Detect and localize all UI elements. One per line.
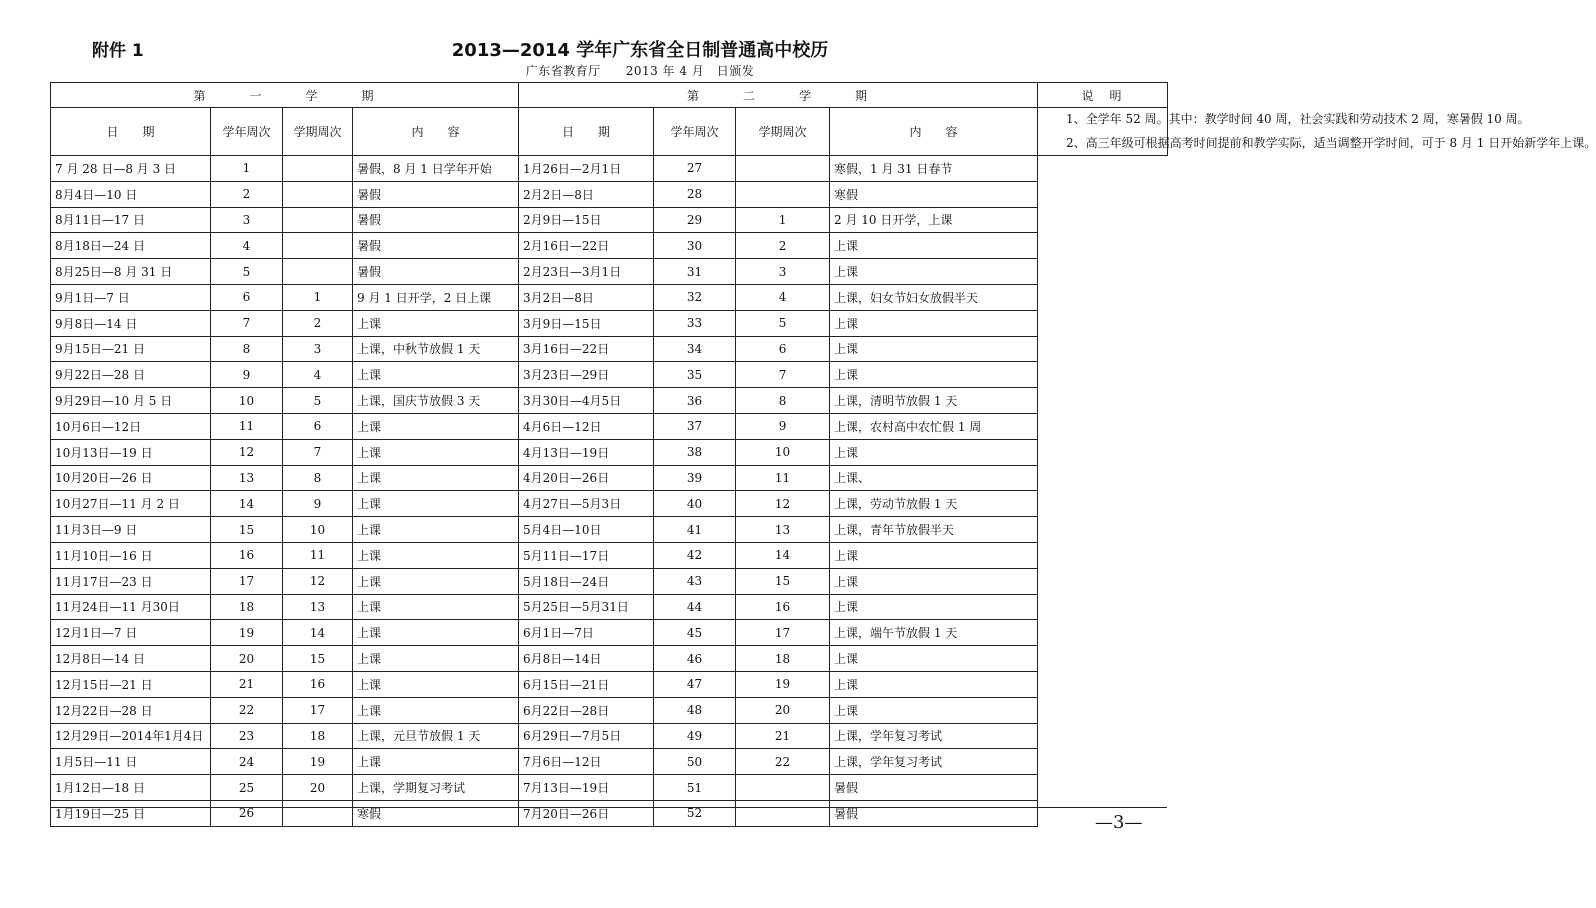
term-week-s2: 1: [736, 207, 830, 233]
week-date-s2: 1月26日—2月1日: [519, 156, 654, 182]
content-s1: 上课，中秋节放假 1 天: [353, 336, 519, 362]
table-row: [51, 388, 1168, 414]
term-week-s2: 9: [736, 413, 830, 439]
term-week-s2: 5: [736, 310, 830, 336]
term-week-s2: 15: [736, 568, 830, 594]
week-date-s2: 6月8日—14日: [519, 646, 654, 672]
content-s2: 上课，妇女节妇女放假半天: [830, 284, 1038, 310]
week-date-s2: 5月11日—17日: [519, 542, 654, 568]
week-date-s2: 7月13日—19日: [519, 775, 654, 801]
school-calendar-table: [50, 82, 1596, 827]
content-s2: 上课，清明节放假 1 天: [830, 388, 1038, 414]
term-week-s2: [736, 181, 830, 207]
year-week-s2: 43: [654, 568, 736, 594]
week-date-s2: 3月30日—4月5日: [519, 388, 654, 414]
term-week-s1: 7: [283, 439, 353, 465]
content-s1: 上课: [353, 439, 519, 465]
content-s2: 上课: [830, 568, 1038, 594]
content-s1: 上课: [353, 491, 519, 517]
content-s1: 上课，国庆节放假 3 天: [353, 388, 519, 414]
year-week-s1: 2: [211, 181, 283, 207]
col-content-1: 内 容: [353, 108, 519, 156]
content-s1: 上课: [353, 646, 519, 672]
week-date-s2: 6月22日—28日: [519, 697, 654, 723]
content-s2: 上课: [830, 233, 1038, 259]
week-date-s2: 4月6日—12日: [519, 413, 654, 439]
content-s2: 上课: [830, 594, 1038, 620]
table-row: [51, 439, 1168, 465]
content-s2: 上课: [830, 671, 1038, 697]
content-s2: 上课: [830, 259, 1038, 285]
content-s2: 上课，青年节放假半天: [830, 517, 1038, 543]
table-row: [51, 697, 1168, 723]
year-week-s2: 28: [654, 181, 736, 207]
week-date-s1: 12月22日—28 日: [51, 697, 211, 723]
column-header-row: [51, 108, 1168, 156]
year-week-s2: 40: [654, 491, 736, 517]
year-week-s1: 3: [211, 207, 283, 233]
content-s1: 上课: [353, 517, 519, 543]
year-week-s1: 15: [211, 517, 283, 543]
week-date-s1: 1月12日—18 日: [51, 775, 211, 801]
week-date-s2: 3月23日—29日: [519, 362, 654, 388]
year-week-s1: 14: [211, 491, 283, 517]
content-s1: 暑假: [353, 207, 519, 233]
table-row: [51, 336, 1168, 362]
year-week-s2: 36: [654, 388, 736, 414]
term-week-s1: [283, 181, 353, 207]
week-date-s1: 9月29日—10 月 5 日: [51, 388, 211, 414]
term-week-s2: 14: [736, 542, 830, 568]
week-date-s1: 9月1日—7 日: [51, 284, 211, 310]
week-date-s1: 8月4日—10 日: [51, 181, 211, 207]
week-date-s1: 11月24日—11 月30日: [51, 594, 211, 620]
year-week-s1: 1: [211, 156, 283, 182]
term-week-s2: [736, 775, 830, 801]
year-week-s1: 11: [211, 413, 283, 439]
year-week-s1: 4: [211, 233, 283, 259]
term-week-s1: 14: [283, 620, 353, 646]
term-week-s1: 18: [283, 723, 353, 749]
table-row: [51, 800, 1168, 826]
term-week-s2: 16: [736, 594, 830, 620]
content-s2: 上课: [830, 542, 1038, 568]
year-week-s1: 23: [211, 723, 283, 749]
week-date-s1: 1月19日—25 日: [51, 800, 211, 826]
col-year-week-2: 学年周次: [654, 108, 736, 156]
week-date-s1: 9月22日—28 日: [51, 362, 211, 388]
year-week-s1: 25: [211, 775, 283, 801]
year-week-s1: 6: [211, 284, 283, 310]
year-week-s2: 44: [654, 594, 736, 620]
calendar-body: [51, 156, 1168, 827]
year-week-s1: 26: [211, 800, 283, 826]
col-date-2: 日 期: [519, 108, 654, 156]
term-week-s2: 11: [736, 465, 830, 491]
term-week-s1: [283, 800, 353, 826]
content-s2: 上课，农村高中农忙假 1 周: [830, 413, 1038, 439]
content-s1: 上课，元旦节放假 1 天: [353, 723, 519, 749]
term-week-s2: [736, 800, 830, 826]
term-week-s2: 8: [736, 388, 830, 414]
table-row: [51, 181, 1168, 207]
content-s1: 上课: [353, 568, 519, 594]
term-week-s2: 13: [736, 517, 830, 543]
year-week-s1: 19: [211, 620, 283, 646]
term-week-s1: 9: [283, 491, 353, 517]
content-s1: 寒假: [353, 800, 519, 826]
content-s1: 上课: [353, 310, 519, 336]
week-date-s2: 7月20日—26日: [519, 800, 654, 826]
content-s1: 上课: [353, 465, 519, 491]
week-date-s1: 8月11日—17 日: [51, 207, 211, 233]
year-week-s2: 46: [654, 646, 736, 672]
col-date-1: 日 期: [51, 108, 211, 156]
table-row: [51, 646, 1168, 672]
year-week-s1: 5: [211, 259, 283, 285]
table-row: [51, 156, 1168, 182]
week-date-s2: 2月23日—3月1日: [519, 259, 654, 285]
week-date-s1: 11月17日—23 日: [51, 568, 211, 594]
year-week-s2: 41: [654, 517, 736, 543]
content-s1: 上课: [353, 594, 519, 620]
year-week-s2: 31: [654, 259, 736, 285]
week-date-s2: 2月16日—22日: [519, 233, 654, 259]
content-s2: 暑假: [830, 800, 1038, 826]
term-week-s1: 2: [283, 310, 353, 336]
term-week-s1: [283, 259, 353, 285]
week-date-s1: 10月20日—26 日: [51, 465, 211, 491]
table-row: [51, 259, 1168, 285]
term-week-s1: 16: [283, 671, 353, 697]
year-week-s1: 12: [211, 439, 283, 465]
term-week-s2: [736, 156, 830, 182]
week-date-s2: 5月25日—5月31日: [519, 594, 654, 620]
content-s1: 上课: [353, 413, 519, 439]
document-title: 2013—2014 学年广东省全日制普通高中校历: [451, 40, 829, 61]
year-week-s2: 33: [654, 310, 736, 336]
note-2: 2、高三年级可根据高考时间提前和教学实际，适当调整开学时间，可于 8 月 1 日开始新学年上课。: [1066, 135, 1596, 150]
year-week-s1: 16: [211, 542, 283, 568]
content-s1: 9 月 1 日开学，2 日上课: [353, 284, 519, 310]
term-week-s1: 3: [283, 336, 353, 362]
content-s1: 上课: [353, 749, 519, 775]
year-week-s2: 52: [654, 800, 736, 826]
year-week-s1: 8: [211, 336, 283, 362]
term-week-s1: 13: [283, 594, 353, 620]
content-s2: 上课: [830, 439, 1038, 465]
week-date-s1: 12月8日—14 日: [51, 646, 211, 672]
week-date-s2: 5月4日—10日: [519, 517, 654, 543]
year-week-s2: 51: [654, 775, 736, 801]
year-week-s1: 22: [211, 697, 283, 723]
content-s2: 上课: [830, 697, 1038, 723]
term-week-s2: 7: [736, 362, 830, 388]
year-week-s1: 24: [211, 749, 283, 775]
table-row: [51, 491, 1168, 517]
week-date-s1: 12月1日—7 日: [51, 620, 211, 646]
week-date-s1: 8月18日—24 日: [51, 233, 211, 259]
term-week-s1: 8: [283, 465, 353, 491]
week-date-s2: 6月15日—21日: [519, 671, 654, 697]
year-week-s2: 48: [654, 697, 736, 723]
year-week-s1: 20: [211, 646, 283, 672]
week-date-s2: 6月29日—7月5日: [519, 723, 654, 749]
year-week-s2: 45: [654, 620, 736, 646]
table-row: [51, 465, 1168, 491]
term-week-s2: 2: [736, 233, 830, 259]
attachment-label: 附件 1: [92, 41, 144, 61]
week-date-s2: 7月6日—12日: [519, 749, 654, 775]
content-s2: 上课，端午节放假 1 天: [830, 620, 1038, 646]
week-date-s2: 3月9日—15日: [519, 310, 654, 336]
year-week-s2: 47: [654, 671, 736, 697]
year-week-s2: 29: [654, 207, 736, 233]
col-term-week-2: 学期周次: [736, 108, 830, 156]
term-week-s1: 11: [283, 542, 353, 568]
content-s2: 上课，学年复习考试: [830, 723, 1038, 749]
semester-header-row: [51, 83, 1168, 108]
content-s2: 2 月 10 日开学，上课: [830, 207, 1038, 233]
term-week-s1: 20: [283, 775, 353, 801]
week-date-s2: 6月1日—7日: [519, 620, 654, 646]
week-date-s1: 9月8日—14 日: [51, 310, 211, 336]
year-week-s2: 37: [654, 413, 736, 439]
year-week-s2: 50: [654, 749, 736, 775]
content-s1: 上课: [353, 620, 519, 646]
week-date-s2: 3月2日—8日: [519, 284, 654, 310]
term-week-s1: 1: [283, 284, 353, 310]
term-week-s1: 10: [283, 517, 353, 543]
table-row: [51, 284, 1168, 310]
term-week-s1: 5: [283, 388, 353, 414]
term-week-s2: 19: [736, 671, 830, 697]
year-week-s2: 30: [654, 233, 736, 259]
table-row: [51, 233, 1168, 259]
year-week-s2: 39: [654, 465, 736, 491]
term-week-s1: 15: [283, 646, 353, 672]
term-week-s2: 10: [736, 439, 830, 465]
year-week-s1: 9: [211, 362, 283, 388]
table-row: [51, 207, 1168, 233]
table-row: [51, 723, 1168, 749]
content-s1: 上课: [353, 542, 519, 568]
term-week-s1: 19: [283, 749, 353, 775]
term-week-s1: 4: [283, 362, 353, 388]
year-week-s2: 49: [654, 723, 736, 749]
week-date-s2: 2月9日—15日: [519, 207, 654, 233]
table-row: [51, 775, 1168, 801]
term-week-s1: 6: [283, 413, 353, 439]
week-date-s1: 11月10日—16 日: [51, 542, 211, 568]
week-date-s2: 4月20日—26日: [519, 465, 654, 491]
week-date-s1: 10月27日—11 月 2 日: [51, 491, 211, 517]
term-week-s2: 20: [736, 697, 830, 723]
document-subtitle: 广东省教育厅 2013 年 4 月 日颁发: [525, 64, 755, 78]
content-s2: 上课，劳动节放假 1 天: [830, 491, 1038, 517]
notes-cell: [1038, 108, 1596, 156]
content-s1: 上课: [353, 671, 519, 697]
col-content-2: 内 容: [830, 108, 1038, 156]
year-week-s1: 18: [211, 594, 283, 620]
content-s1: 上课: [353, 362, 519, 388]
term-week-s2: 4: [736, 284, 830, 310]
year-week-s2: 27: [654, 156, 736, 182]
content-s1: 暑假: [353, 233, 519, 259]
table-row: [51, 517, 1168, 543]
content-s2: 寒假，1 月 31 日春节: [830, 156, 1038, 182]
term-week-s2: 21: [736, 723, 830, 749]
year-week-s2: 32: [654, 284, 736, 310]
week-date-s1: 12月15日—21 日: [51, 671, 211, 697]
content-s1: 上课: [353, 697, 519, 723]
week-date-s1: 9月15日—21 日: [51, 336, 211, 362]
table-row: [51, 568, 1168, 594]
week-date-s1: 7 月 28 日—8 月 3 日: [51, 156, 211, 182]
content-s2: 暑假: [830, 775, 1038, 801]
content-s1: 暑假，8 月 1 日学年开始: [353, 156, 519, 182]
week-date-s1: 12月29日—2014年1月4日: [51, 723, 211, 749]
week-date-s1: 8月25日—8 月 31 日: [51, 259, 211, 285]
page-number: —3—: [1095, 812, 1143, 833]
content-s1: 暑假: [353, 181, 519, 207]
term-week-s1: [283, 156, 353, 182]
week-date-s2: 5月18日—24日: [519, 568, 654, 594]
table-row: [51, 749, 1168, 775]
content-s2: 上课: [830, 362, 1038, 388]
term-week-s1: [283, 233, 353, 259]
term-week-s2: 3: [736, 259, 830, 285]
term-week-s2: 18: [736, 646, 830, 672]
week-date-s2: 4月27日—5月3日: [519, 491, 654, 517]
content-s2: 上课、: [830, 465, 1038, 491]
year-week-s2: 35: [654, 362, 736, 388]
week-date-s2: 2月2日—8日: [519, 181, 654, 207]
semester2-header: 第 二 学 期: [519, 83, 1038, 108]
term-week-s1: 12: [283, 568, 353, 594]
col-year-week-1: 学年周次: [211, 108, 283, 156]
year-week-s1: 17: [211, 568, 283, 594]
term-week-s2: 12: [736, 491, 830, 517]
content-s2: 上课: [830, 646, 1038, 672]
year-week-s2: 34: [654, 336, 736, 362]
content-s1: 上课，学期复习考试: [353, 775, 519, 801]
term-week-s2: 6: [736, 336, 830, 362]
week-date-s1: 1月5日—11 日: [51, 749, 211, 775]
term-week-s1: 17: [283, 697, 353, 723]
table-row: [51, 542, 1168, 568]
notes-header: 说 明: [1038, 83, 1168, 108]
content-s2: 上课，学年复习考试: [830, 749, 1038, 775]
week-date-s2: 4月13日—19日: [519, 439, 654, 465]
content-s2: 上课: [830, 310, 1038, 336]
year-week-s2: 38: [654, 439, 736, 465]
year-week-s1: 7: [211, 310, 283, 336]
week-date-s2: 3月16日—22日: [519, 336, 654, 362]
year-week-s1: 21: [211, 671, 283, 697]
semester1-header: 第 一 学 期: [51, 83, 519, 108]
year-week-s1: 13: [211, 465, 283, 491]
table-row: [51, 362, 1168, 388]
table-row: [51, 310, 1168, 336]
year-week-s1: 10: [211, 388, 283, 414]
content-s1: 暑假: [353, 259, 519, 285]
col-term-week-1: 学期周次: [283, 108, 353, 156]
table-row: [51, 594, 1168, 620]
week-date-s1: 10月13日—19 日: [51, 439, 211, 465]
term-week-s2: 17: [736, 620, 830, 646]
table-row: [51, 671, 1168, 697]
week-date-s1: 11月3日—9 日: [51, 517, 211, 543]
week-date-s1: 10月6日—12日: [51, 413, 211, 439]
footer-rule: [50, 807, 1167, 808]
year-week-s2: 42: [654, 542, 736, 568]
table-row: [51, 413, 1168, 439]
term-week-s2: 22: [736, 749, 830, 775]
content-s2: 寒假: [830, 181, 1038, 207]
note-1: 1、全学年 52 周。其中：教学时间 40 周，社会实践和劳动技术 2 周，寒暑假 10 周。: [1066, 112, 1530, 126]
content-s2: 上课: [830, 336, 1038, 362]
term-week-s1: [283, 207, 353, 233]
table-row: [51, 620, 1168, 646]
